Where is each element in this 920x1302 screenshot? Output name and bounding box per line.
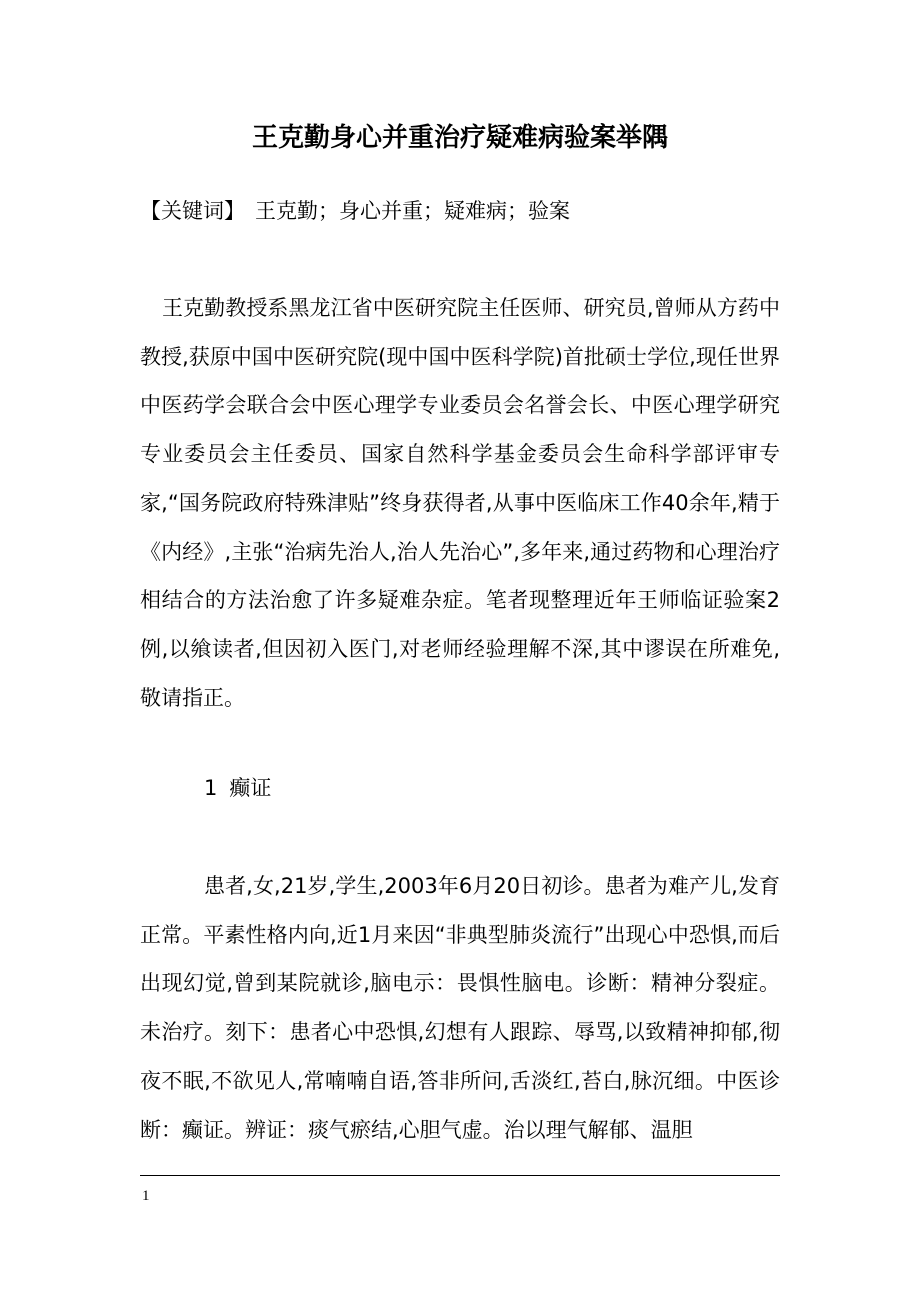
page-number: 1 [142, 1188, 150, 1204]
intro-paragraph: 王克勤教授系黑龙江省中医研究院主任医师、研究员,曾师从方药中教授,获原中国中医研究院(现中国中医科学院)首批硕士学位,现任世界中医药学会联合会中医心理学专业委员会名誉会长、中医心理学研究专业委员会主任委员、国家自然科学基金委员会生命科学部评审专家,“国务院政府特殊津贴”终身获得者,从事中医临床工作40余年,精于《内经》,主张“治病先治人,治人先治心”,多年来,通过药物和心理治疗相结合的方法治愈了许多疑难杂症。笔者现整理近年王师临证验案2例,以飨读者,但因初入医门,对老师经验理解不深,其中谬误在所难免,敬请指正。 [140, 296, 780, 710]
section-number: 1 [204, 776, 218, 800]
keywords-label: 【关键词】 [140, 199, 245, 223]
section-title: 癫证 [229, 776, 272, 800]
keywords-line [140, 194, 570, 228]
document-title: 王克勤身心并重治疗疑难病验案举隅 [251, 123, 668, 153]
footer-divider [140, 1175, 780, 1176]
keywords-text: 王克勤；身心并重；疑难病；验案 [255, 199, 570, 223]
case-paragraph: 患者,女,21岁,学生,2003年6月20日初诊。患者为难产儿,发育正常。平素性格内向,近1月来因“非典型肺炎流行”出现心中恐惧,而后出现幻觉,曾到某院就诊,脑电示：畏惧性脑电。诊断：精神分裂症。未治疗。刻下：患者心中恐惧,幻想有人跟踪、辱骂,以致精神抑郁,彻夜不眠,不欲见人,常喃喃自语,答非所问,舌淡红,苔白,脉沉细。中医诊断：癫证。辨证：痰气瘀结,心胆气虚。治以理气解郁、温胆 [140, 874, 780, 1142]
section-heading [204, 770, 271, 806]
